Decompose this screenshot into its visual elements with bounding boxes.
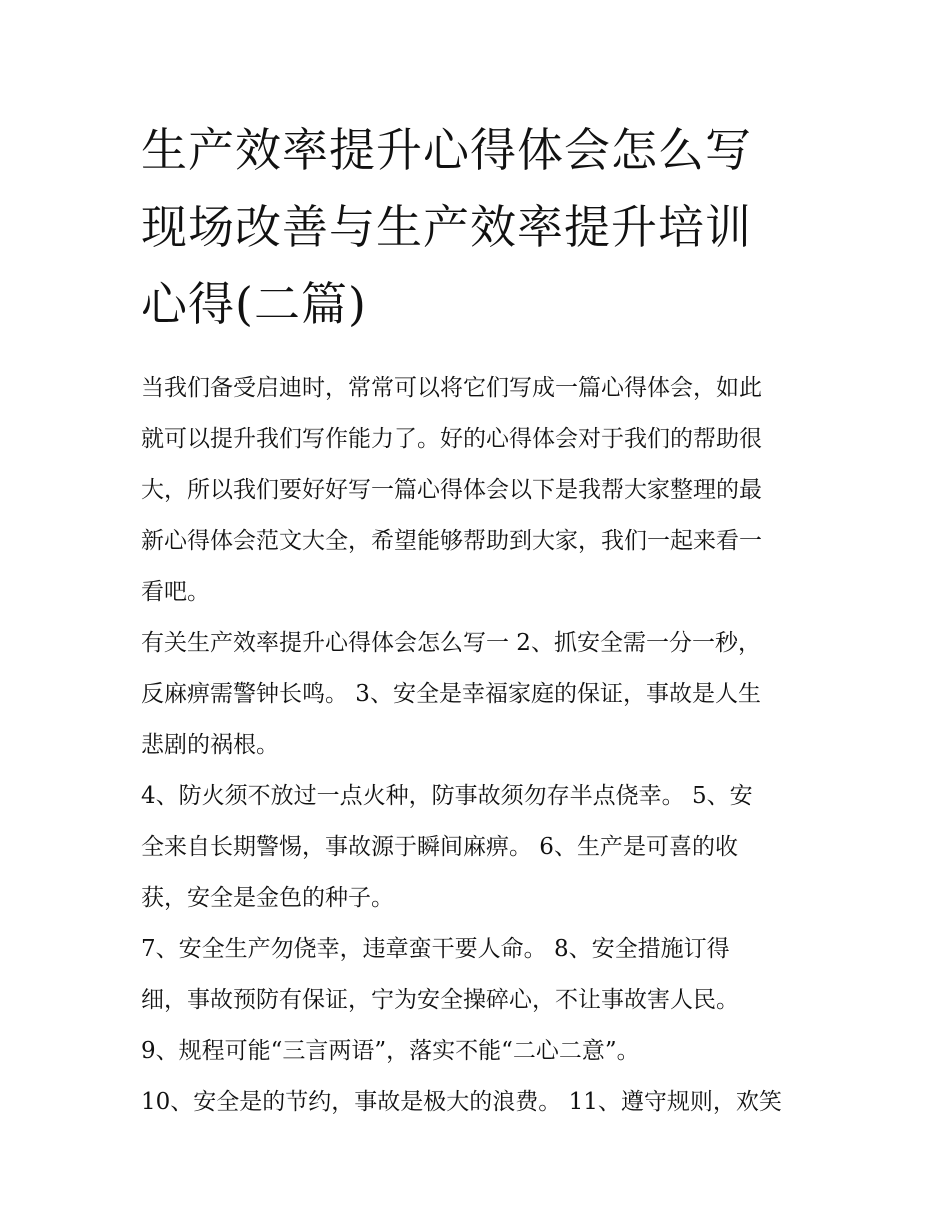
body-paragraph [141, 924, 821, 1026]
text-line: 10、安全是的节约，事故是极大的浪费。 11、遵守规则，欢笑 [141, 1089, 782, 1115]
text-line: 反麻痹需警钟长鸣。 3、安全是幸福家庭的保证，事故是人生 [141, 681, 761, 707]
body-paragraph [141, 618, 821, 771]
text-line: 9、规程可能“三言两语”，落实不能“二心二意”。 [141, 1038, 640, 1064]
text-line: 7、安全生产勿侥幸，违章蛮干要人命。 8、安全措施订得 [141, 936, 730, 962]
title-line: 心得(二篇) [141, 277, 367, 331]
text-line: 悲剧的祸根。 [141, 732, 279, 758]
text-line: 新心得体会范文大全，希望能够帮助到大家，我们一起来看一 [141, 528, 762, 554]
body-paragraph [141, 1077, 821, 1128]
text-line: 大，所以我们要好好写一篇心得体会以下是我帮大家整理的最 [141, 477, 762, 503]
text-line: 看吧。 [141, 579, 210, 605]
text-line: 全来自长期警惕，事故源于瞬间麻痹。 6、生产是可喜的收 [141, 834, 738, 860]
text-line: 细，事故预防有保证，宁为安全操碎心，不让事故害人民。 [141, 987, 739, 1013]
text-line: 有关生产效率提升心得体会怎么写一 2、抓安全需一分一秒， [141, 630, 761, 656]
title-line: 生产效率提升心得体会怎么写 [141, 123, 752, 177]
text-line: 就可以提升我们写作能力了。好的心得体会对于我们的帮助很 [141, 426, 762, 452]
text-line: 当我们备受启迪时，常常可以将它们写成一篇心得体会，如此 [141, 375, 762, 401]
document-page [141, 112, 821, 1128]
text-line: 获，安全是金色的种子。 [141, 885, 394, 911]
document-title [141, 112, 821, 343]
body-paragraph [141, 1026, 821, 1077]
title-line: 现场改善与生产效率提升培训 [141, 200, 752, 254]
intro-paragraph [141, 363, 821, 618]
body-paragraph [141, 771, 821, 924]
text-line: 4、防火须不放过一点火种，防事故须勿存半点侥幸。 5、安 [141, 783, 753, 809]
